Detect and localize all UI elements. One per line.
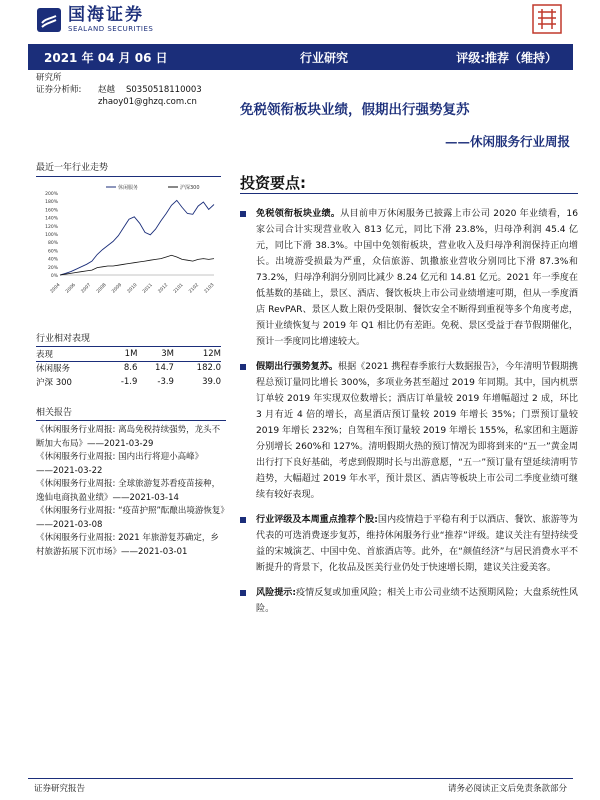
- relative-performance: [36, 332, 221, 389]
- legend-label: 沪深300: [180, 185, 200, 191]
- sealand-logo-icon: [36, 7, 62, 33]
- analyst-name: 赵越: [98, 85, 116, 95]
- perf-cell: -1.9: [120, 377, 138, 387]
- report-title: 免税领衔板块业绩，假期出行强势复苏: [240, 102, 470, 118]
- y-tick-label: 60%: [47, 249, 58, 255]
- analyst-license: S0350518110003: [126, 85, 202, 95]
- company-logo: [36, 6, 153, 34]
- footer-disclaimer-text: 请务必阅读正文后免责条款部分: [447, 784, 567, 794]
- highlight-body: 根据《2021 携程春季旅行大数据报告》，今年清明节假期携程总预订量同比增长 300%，多项业务甚至超过 2019 年同期。其中，国内机票订单较 2019 年实现双位数增长；酒店订单量较 2019 年增幅超过 2 成，环比 3 月有近 4 倍的增长，高星酒店预订量较 2019 年增长 35%；门票预订量较 2019 年增长 232%；自驾租车预订量较 2019 年增长 155%，私家团和主题游分别增长 260%和 127%。清明假期火热的预订情况为即将到来的“五一”黄金周出行打下良好基础，考虑到假期时长与出游意愿，“五一”预订量有望延续清明节趋势，大幅超过 2019 年水平，预计景区、酒店等板块上市公司二季度业绩可继续有较好表现。: [256, 362, 578, 500]
- analyst-info: [36, 72, 221, 108]
- related-section-title: 相关报告: [36, 406, 226, 421]
- x-tick-label: 2011: [142, 282, 154, 295]
- related-report-title: 《休闲服务行业周报: 全球旅游复苏看疫苗接种，逸仙电商执盈业绩》: [36, 479, 221, 503]
- perf-section-title: 行业相对表现: [36, 332, 221, 347]
- x-tick-label: 2102: [188, 282, 201, 295]
- red-seal-stamp: [532, 4, 562, 34]
- x-tick-label: 2101: [172, 282, 185, 295]
- logo-chinese-name: 国海证券: [68, 5, 144, 25]
- related-report-title: 《休闲服务行业周报: 国内出行将迎小高峰》: [36, 452, 204, 462]
- footer-left-text: 证券研究报告: [34, 784, 86, 794]
- highlight-paragraph: [256, 585, 578, 617]
- list-item: [240, 359, 578, 503]
- highlight-lead: 行业评级及本周重点推荐个股:: [256, 515, 378, 525]
- logo-english-name: SEALAND SECURITIES: [68, 25, 154, 33]
- list-item: [240, 585, 578, 617]
- related-report-title: 《休闲服务行业周报: 离岛免税持续强势，龙头不断加大布局》: [36, 425, 221, 449]
- perf-header-cell: 12M: [202, 348, 221, 359]
- list-item: [240, 206, 578, 350]
- perf-header-row: [36, 347, 221, 361]
- perf-header-cell: 表现: [36, 349, 54, 360]
- industry-trend-chart: [36, 163, 221, 304]
- x-tick-label: 2009: [111, 282, 124, 295]
- related-report-date: ——2021-03-14: [112, 492, 179, 503]
- y-tick-label: 80%: [47, 241, 58, 247]
- x-tick-label: 2103: [203, 282, 216, 295]
- table-row: [36, 375, 221, 389]
- series-line-csi300: [60, 255, 214, 275]
- highlight-paragraph: [256, 206, 578, 350]
- highlight-paragraph: [256, 512, 578, 576]
- table-row: [36, 361, 221, 375]
- highlight-body: 从目前申万休闲服务已披露上市公司 2020 年业绩看，16 家公司合计实现营业收入 813 亿元，同比下滑 23.8%，归母净利润 45.4 亿元，同比下滑 38.3%。中国中免领衔板块，营业收入及归母净利润保持正向增长。出境游受损最为严重，众信旅游、凯撒旅业营收分别同比下滑 87.3%和 73.2%，归母净利润分别同比减少 8.24 亿元和 14.81 亿元。2021 年一季度在低基数的基础上，景区、酒店、餐饮板块上市公司业绩增速可期，但从一季度酒店 RevPAR、景区人数上限仍受限制、餐饮安全不断得到重视等多个角度考虑，预计业绩恢复与 2019 年 Q1 相比仍有差距。免税、景区受益于春节假期催化，预计一季度同比增速较大。: [256, 209, 578, 347]
- y-tick-label: 140%: [45, 216, 58, 222]
- related-report-title: 《休闲服务行业周报: “疫苗护照”酝酿出境游恢复》: [36, 506, 229, 516]
- y-tick-label: 200%: [45, 192, 58, 197]
- highlight-lead: 风险提示:: [256, 588, 297, 598]
- page-footer: [28, 778, 573, 792]
- chart-section-title: 最近一年行业走势: [36, 163, 109, 173]
- perf-cell: 休闲服务: [36, 364, 71, 375]
- perf-cell: 39.0: [202, 377, 221, 387]
- analyst-label: 证券分析师:: [36, 85, 82, 95]
- x-tick-label: 2004: [49, 282, 62, 295]
- industry-rating: 评级:推荐（维持）: [456, 50, 557, 65]
- related-reports: [36, 406, 229, 559]
- y-tick-label: 100%: [45, 233, 58, 238]
- highlight-lead: 假期出行强势复苏。: [256, 362, 338, 372]
- y-tick-label: 20%: [47, 265, 58, 271]
- highlight-paragraph: [256, 359, 578, 503]
- related-report-date: ——2021-03-08: [36, 519, 103, 530]
- x-tick-label: 2008: [95, 282, 108, 295]
- perf-cell: 沪深 300: [36, 378, 72, 388]
- trend-chart-svg: [36, 177, 221, 305]
- x-tick-label: 2010: [126, 282, 139, 295]
- y-tick-label: 40%: [47, 257, 58, 263]
- perf-cell: 182.0: [196, 363, 221, 374]
- report-subtitle: ——休闲服务行业周报: [444, 134, 570, 149]
- series-line-leisure: [60, 200, 214, 275]
- list-item[interactable]: [36, 451, 226, 478]
- list-item[interactable]: [36, 532, 226, 559]
- related-report-title: 《休闲服务行业周报: 2021 年旅游复苏确定，乡村旅游拓展下沉市场》: [36, 533, 219, 557]
- report-type: 行业研究: [300, 50, 349, 65]
- page-header: [0, 0, 600, 44]
- perf-cell: 8.6: [123, 363, 138, 374]
- x-tick-label: 2006: [65, 282, 77, 295]
- square-bullet-icon: [240, 590, 246, 596]
- list-item[interactable]: [36, 478, 226, 505]
- highlight-lead: 免税领衔板块业绩。: [256, 209, 341, 219]
- highlight-body: 疫情反复或加重风险；相关上市公司业绩不达预期风险；大盘系统性风险。: [256, 588, 578, 614]
- square-bullet-icon: [240, 364, 246, 370]
- highlight-body: 国内疫情趋于平稳有利于以酒店、餐饮、旅游等为代表的可选消费逐步复苏，维持休闲服务行业“推荐”评级。建议关注有望持续受益的宋城演艺、中国中免、首旅酒店等。此外，在“颜值经济”与居民消费水平不断提升的背景下，化妆品及医美行业仍处于快速增长期，建议关注爱美客。: [256, 515, 578, 573]
- highlights-heading: 投资要点:: [240, 172, 578, 194]
- list-item[interactable]: [36, 424, 226, 451]
- square-bullet-icon: [240, 517, 246, 523]
- perf-table: [36, 347, 221, 389]
- y-tick-label: 180%: [45, 200, 58, 206]
- related-report-date: ——2021-03-22: [36, 465, 103, 476]
- square-bullet-icon: [240, 211, 246, 217]
- report-info-bar: [28, 44, 573, 70]
- y-tick-label: 120%: [45, 224, 58, 230]
- analyst-email: zhaoy01@ghzq.com.cn: [98, 97, 197, 107]
- report-date: 2021 年 04 月 06 日: [44, 50, 168, 65]
- highlights-list: [240, 206, 578, 626]
- y-tick-label: 0%: [50, 274, 58, 279]
- related-report-date: ——2021-03-29: [87, 438, 154, 449]
- perf-cell: -3.9: [157, 377, 174, 387]
- x-tick-label: 2007: [80, 282, 93, 295]
- perf-cell: 14.7: [155, 363, 174, 374]
- perf-header-cell: 1M: [124, 348, 138, 359]
- institute-label: 研究所: [36, 73, 62, 83]
- x-tick-label: 2012: [157, 282, 170, 295]
- list-item: [240, 512, 578, 576]
- y-tick-label: 160%: [45, 208, 58, 214]
- perf-header-cell: 3M: [161, 348, 174, 359]
- related-report-date: ——2021-03-01: [121, 546, 188, 557]
- legend-label: 休闲服务: [118, 185, 139, 191]
- list-item[interactable]: [36, 505, 229, 532]
